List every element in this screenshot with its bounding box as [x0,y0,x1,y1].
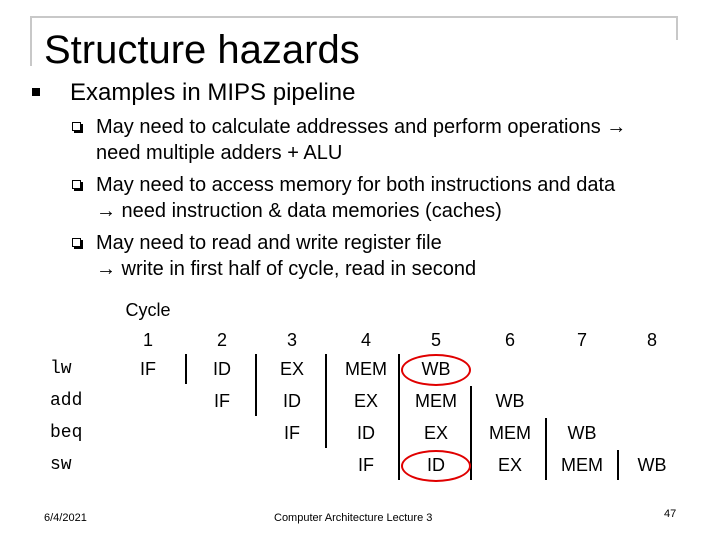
cycle-number: 3 [286,330,297,350]
footer-date: 6/4/2021 [44,512,87,524]
subbullet-1-line-1: May need to calculate addresses and perform operations → [96,116,627,138]
cycle-number: 6 [504,330,515,350]
stage-divider [185,354,187,384]
stage-cell: ID [357,423,375,443]
stage-divider [255,354,257,416]
slide-title: Structure hazards [44,28,360,72]
instruction-add: add [50,391,83,411]
stage-divider [398,354,400,480]
title-frame-right [676,16,678,40]
subbullet-2-line-2: → need instruction & data memories (caches) [96,200,502,222]
stage-cell: MEM [561,455,603,475]
stage-cell: EX [279,359,304,379]
page-number: 47 [664,508,677,520]
subbullet-3-line-2: → write in first half of cycle, read in second [96,258,477,280]
stage-cell: WB [421,359,451,379]
stage-cell: WB [567,423,597,443]
stage-cell: WB [637,455,667,475]
checkbox-bullet-icon [72,238,81,247]
footer-course: Computer Architecture Lecture 3 [274,512,433,524]
cycle-number: 7 [576,330,587,350]
cycle-number: 8 [646,330,657,350]
stage-cell: EX [353,391,378,411]
stage-divider [617,450,619,480]
stage-cell: IF [214,391,230,411]
title-frame-top [30,16,678,18]
stage-cell: MEM [415,391,457,411]
cycle-number: 5 [430,330,441,350]
stage-cell: ID [213,359,231,379]
stage-cell: ID [427,455,445,475]
instruction-beq: beq [50,423,83,443]
subbullet-3-line-1: May need to read and write register file [96,232,442,254]
stage-cell: WB [495,391,525,411]
stage-cell: IF [140,359,156,379]
stage-cell: IF [358,455,374,475]
square-bullet-icon [32,88,40,96]
cycle-label: Cycle [125,300,171,320]
stage-cell: EX [497,455,522,475]
hazard-highlight-wb [401,354,471,386]
cycle-number: 2 [216,330,227,350]
stage-divider [545,418,547,480]
checkbox-bullet-icon [72,180,81,189]
subbullet-2-line-1: May need to access memory for both instructions and data [96,174,616,196]
subbullet-1-line-2: need multiple adders + ALU [96,142,343,164]
title-frame-left [30,16,32,66]
cycle-number: 1 [142,330,153,350]
checkbox-bullet-icon [72,122,81,131]
stage-cell: EX [423,423,448,443]
instruction-sw: sw [50,455,72,475]
instruction-lw: lw [50,359,72,379]
bullet-text: Examples in MIPS pipeline [70,79,356,106]
stage-cell: MEM [489,423,531,443]
stage-cell: IF [284,423,300,443]
hazard-highlight-id [401,450,471,482]
stage-cell: MEM [345,359,387,379]
stage-cell: ID [283,391,301,411]
cycle-number: 4 [360,330,371,350]
stage-divider [325,354,327,448]
